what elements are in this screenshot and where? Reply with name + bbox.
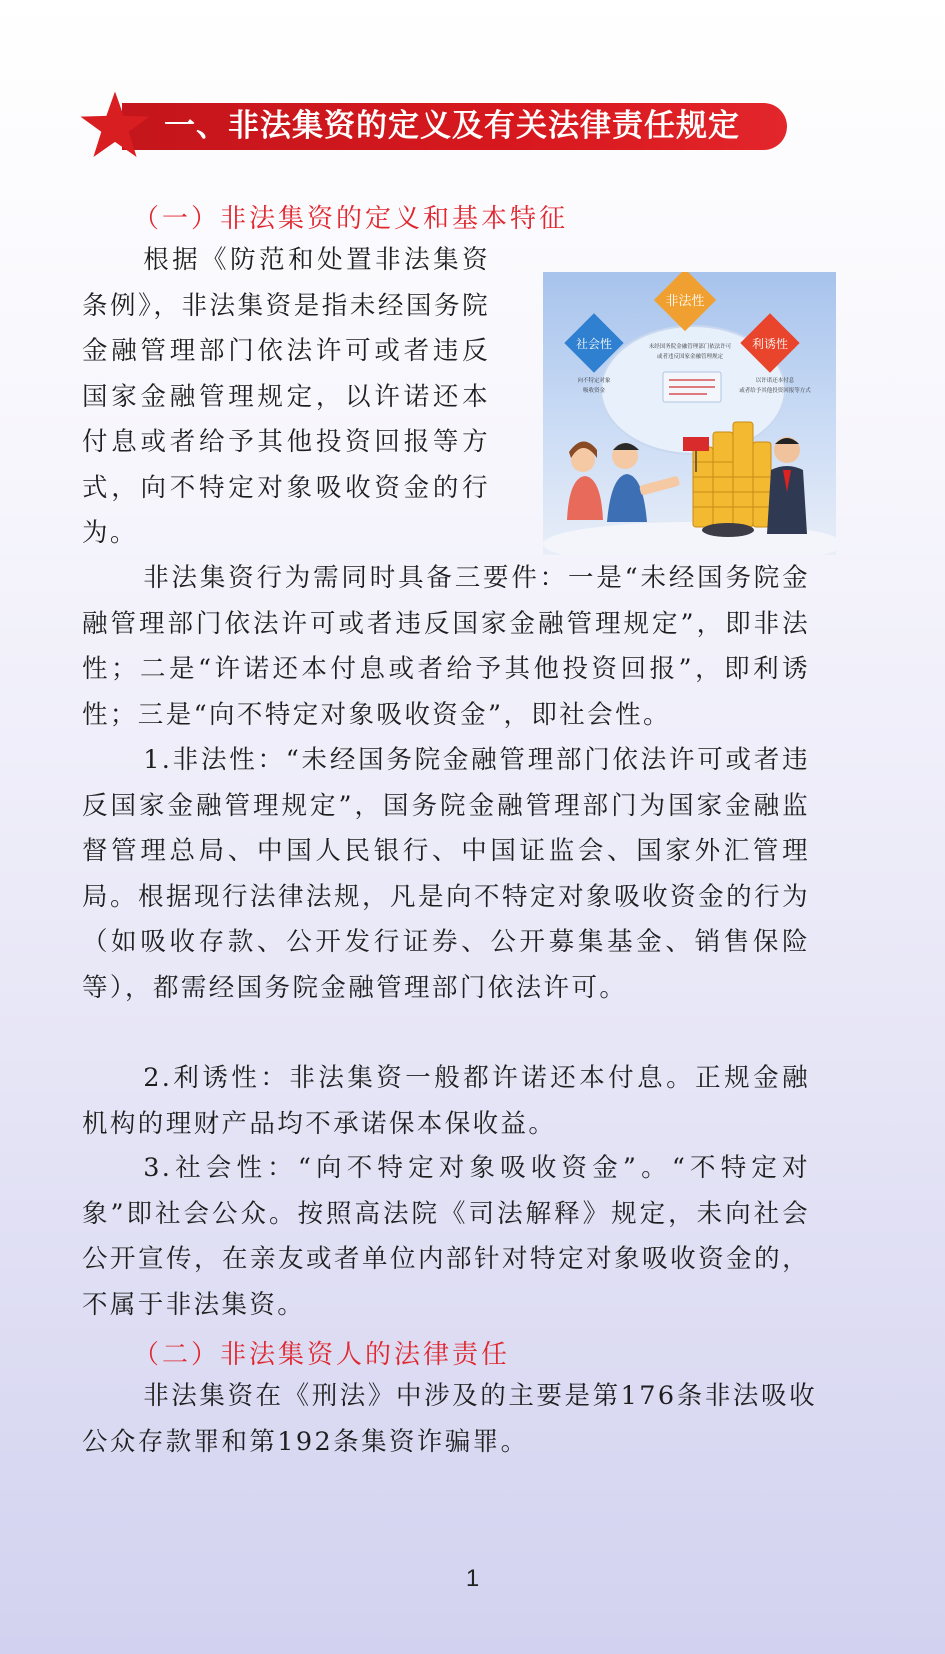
feature-lure-paragraph: 2.利诱性：非法集资一般都许诺还本付息。正规金融机构的理财产品均不承诺保本保收益。 bbox=[82, 1063, 810, 1139]
svg-text:社会性: 社会性 bbox=[575, 337, 613, 351]
title-banner bbox=[78, 90, 798, 162]
intro-paragraph: 根据《防范和处置非法集资条例》，非法集资是指未经国务院金融管理部门依法许可或者违反国家金融管理规定，以许诺还本付息或者给予其他投资回报等方式，向不特定对象吸收资金的行为。 bbox=[82, 245, 490, 548]
caption-top-2: 或者违反国家金融管理规定 bbox=[656, 354, 724, 360]
section-heading-liability: （二）非法集资人的法律责任 bbox=[133, 1340, 511, 1370]
illustration-three-features bbox=[543, 272, 836, 555]
red-star-icon bbox=[78, 90, 152, 162]
three-elements-paragraph: 非法集资行为需同时具备三要件：一是“未经国务院金融管理部门依法许可或者违反国家金融管理规定”，即非法性；二是“许诺还本付息或者给予其他投资回报”，即利诱性；三是“向不特定对象吸收资金”，即社会性。 bbox=[82, 563, 810, 730]
caption-left-1: 向不特定对象 bbox=[577, 378, 611, 384]
feature-illegal-paragraph: 1.非法性：“未经国务院金融管理部门依法许可或者违反国家金融管理规定”，国务院金融管理部门为国家金融监督管理总局、中国人民银行、中国证监会、国家外汇管理局。根据现行法律法规，凡是向不特定对象吸收资金的行为（如吸收存款、公开发行证券、公开募集基金、销售保险等），都需经国务院金融管理部门依法许可。 bbox=[82, 745, 810, 1003]
badge-illegal bbox=[654, 272, 716, 331]
caption-left-2: 吸收资金 bbox=[582, 388, 606, 394]
section-heading-definition: （一）非法集资的定义和基本特征 bbox=[133, 204, 569, 234]
page-number: 1 bbox=[465, 1565, 480, 1592]
caption-right-2: 或者给予其他投资回报等方式 bbox=[739, 388, 811, 394]
feature-social-paragraph: 3.社会性：“向不特定对象吸收资金”。“不特定对象”即社会公众。按照高法院《司法解释》规定，未向社会公开宣传，在亲友或者单位内部针对特定对象吸收资金的，不属于非法集资。 bbox=[82, 1153, 810, 1320]
liability-paragraph: 非法集资在《刑法》中涉及的主要是第176条非法吸收公众存款罪和第192条集资诈骗罪。 bbox=[82, 1381, 817, 1457]
illustration-svg bbox=[543, 272, 836, 555]
caption-top-1: 未经国务院金融管理部门依法许可 bbox=[648, 344, 732, 350]
warning-sign bbox=[683, 437, 709, 451]
banner-title: 一、非法集资的定义及有关法律责任规定 bbox=[164, 108, 740, 144]
caption-right-1: 以许诺还本付息 bbox=[755, 378, 795, 384]
svg-text:非法性: 非法性 bbox=[665, 294, 705, 309]
svg-text:利诱性: 利诱性 bbox=[751, 337, 789, 351]
